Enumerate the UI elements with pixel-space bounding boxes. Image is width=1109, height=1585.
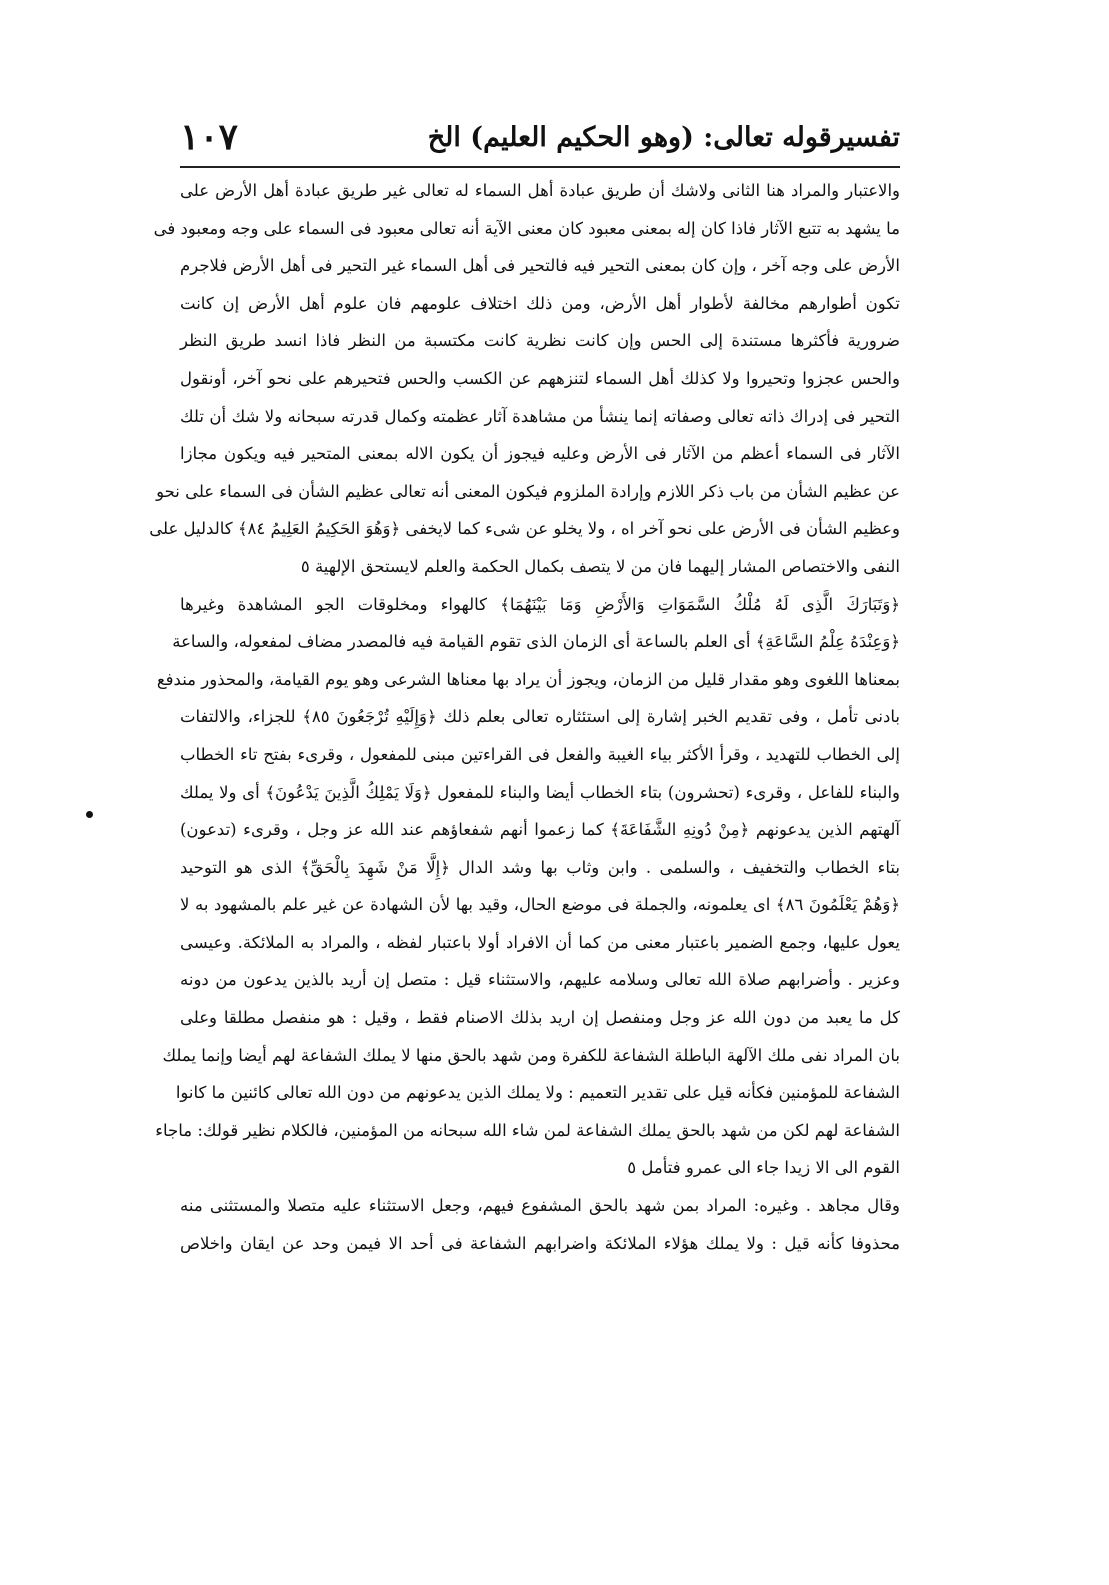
text-line: والبناء للفاعل ، وقرىء (تحشرون) بتاء الخطاب أيضا والبناء للمفعول ﴿وَلَا يَمْلِكُ الَّذِينَ يَدْعُونَ﴾ أى ولا يملك <box>180 782 900 802</box>
text-line: وعزير . وأضرابهم صلاة الله تعالى وسلامه عليهم، والاستثناء قيل : متصل إن أريد بالذين يدعون من دونه <box>180 970 900 990</box>
page-header <box>180 118 900 166</box>
text-line: الشفاعة للمؤمنين فكأنه قيل على تقدير التعميم : ولا يملك الذين يدعونهم من دون الله تعالى كائنين ما كانوا <box>175 1083 900 1103</box>
text-line: إلى الخطاب للتهديد ، وقرأ الأكثر بياء الغيبة والفعل فى القراءتين مبنى للمفعول ، وقرىء بفتح تاء الخطاب <box>180 744 900 764</box>
text-line: محذوفا كأنه قيل : ولا يملك هؤلاء الملائكة واضرابهم الشفاعة فى أحد الا فيمن وحد عن ايقان واخلاص <box>180 1233 900 1253</box>
text-line: يعول عليها، وجمع الضمير باعتبار معنى من كما أن الافراد أولا باعتبار لفظه ، والمراد به الملائكة. وعيسى <box>180 932 900 952</box>
text-line: الأرض على وجه آخر ، وإن كان بمعنى التحير فيه فالتحير فى أهل السماء غير التحير فى أهل الأرض فلاجرم <box>180 256 900 276</box>
text-line: التحير فى إدراك ذاته تعالى وصفاته إنما ينشأ من مشاهدة آثار عظمته وكمال قدرته سبحانه ولا شك أن تلك <box>180 406 900 426</box>
text-line: كل ما يعبد من دون الله عز وجل ومنفصل إن اريد بذلك الاصنام فقط ، وقيل : هو منفصل مطلقا وعلى <box>180 1008 900 1028</box>
text-line: الشفاعة لهم لكن من شهد بالحق يملك الشفاعة لمن شاء الله سبحانه من المؤمنين، فالكلام نظير قولك: ماجاء <box>155 1120 900 1140</box>
page-title: تفسيرقوله تعالى: (وهو الحكيم العليم) الخ <box>427 122 900 153</box>
page-number: ١٠٧ <box>180 116 239 158</box>
text-line: ما يشهد به تتبع الآثار فاذا كان إله بمعنى معبود كان معنى الآية أنه تعالى معبود فى السماء على وجه ومعبود فى <box>153 218 900 238</box>
text-line: النفى والاختصاص المشار إليهما فان من لا يتصف بكمال الحكمة والعلم لايستحق الإلهية ٥ <box>300 556 900 576</box>
text-line: ضرورية فأكثرها مستندة إلى الحس وإن كانت نظرية كانت مكتسبة من النظر فاذا انسد طريق النظر <box>180 331 900 351</box>
header-rule <box>180 166 900 168</box>
text-line: والحس عجزوا وتحيروا ولا كذلك أهل السماء لتنزههم عن الكسب والحس فتحيرهم على نحو آخر، أونقول <box>180 368 900 388</box>
text-line: وعظيم الشأن فى الأرض على نحو آخر اه ، ولا يخلو عن شىء كما لايخفى ﴿وَهُوَ الحَكِيمُ العَلِيمُ ٨٤﴾ كالدليل على <box>149 519 900 539</box>
text-line: الآثار فى السماء أعظم من الآثار فى الأرض وعليه فيجوز أن يكون الاله بمعنى المتحير فيه ويكون مجازا <box>180 444 900 464</box>
text-line: آلهتهم الذين يدعونهم ﴿مِنْ دُونِهِ الشَّفَاعَةَ﴾ كما زعموا أنهم شفعاؤهم عند الله عز وجل ، وقرىء (تدعون) <box>180 820 900 840</box>
text-line: وقال مجاهد . وغيره: المراد بمن شهد بالحق المشفوع فيهم، وجعل الاستثناء عليه متصلا والمستثنى منه <box>180 1196 900 1216</box>
body-text <box>149 172 900 1262</box>
text-line: بتاء الخطاب والتخفيف ، والسلمى . وابن وثاب بها وشد الدال ﴿إِلَّا مَنْ شَهِدَ بِالْحَقِّ﴾ الذى هو التوحيد <box>180 857 900 877</box>
text-line: بمعناها اللغوى وهو مقدار قليل من الزمان، ويجوز أن يراد بها معناها الشرعى وهو يوم القيامة، والمحذور مندفع <box>156 669 900 689</box>
text-line: القوم الى الا زيدا جاء الى عمرو فتأمل ٥ <box>627 1158 900 1178</box>
text-line: عن عظيم الشأن من باب ذكر اللازم وإرادة الملزوم فيكون المعنى أنه تعالى عظيم الشأن فى السماء على نحو <box>156 481 900 501</box>
text-line: ﴿وَعِنْدَهُ عِلْمُ السَّاعَةِ﴾ أى العلم بالساعة أى الزمان الذى تقوم القيامة فيه فالمصدر مضاف لمفعوله، والساعة <box>172 632 900 652</box>
text-line: تكون أطوارهم مخالفة لأطوار أهل الأرض، ومن ذلك اختلاف علومهم فان علوم أهل الأرض إن كانت <box>180 293 900 313</box>
text-line: بادنى تأمل ، وفى تقديم الخبر إشارة إلى استئثاره تعالى بعلم ذلك ﴿وَإِلَيْهِ تُرْجَعُونَ ٨٥﴾ للجزاء، والالتفات <box>180 707 900 727</box>
text-line: ﴿وَتَبَارَكَ الَّذِى لَهُ مُلْكُ السَّمَوَاتِ وَالأَرْضِ وَمَا بَيْنَهُمَا﴾ كالهواء ومخلوقات الجو المشاهدة وغيرها <box>180 594 900 614</box>
margin-dot <box>86 811 93 818</box>
text-line: والاعتبار والمراد هنا الثانى ولاشك أن طريق عبادة أهل السماء له تعالى غير طريق عبادة أهل الأرض على <box>180 181 900 200</box>
text-line: بان المراد نفى ملك الآلهة الباطلة الشفاعة للكفرة ومن شهد بالحق منها لا يملك الشفاعة لهم أيضا وإنما يملك <box>162 1045 900 1065</box>
text-line: ﴿وَهُمْ يَعْلَمُونَ ٨٦﴾ اى يعلمونه، والجملة فى موضع الحال، وقيد بها لأن الشهادة عن غير علم بالمشهود به لا <box>180 895 900 915</box>
